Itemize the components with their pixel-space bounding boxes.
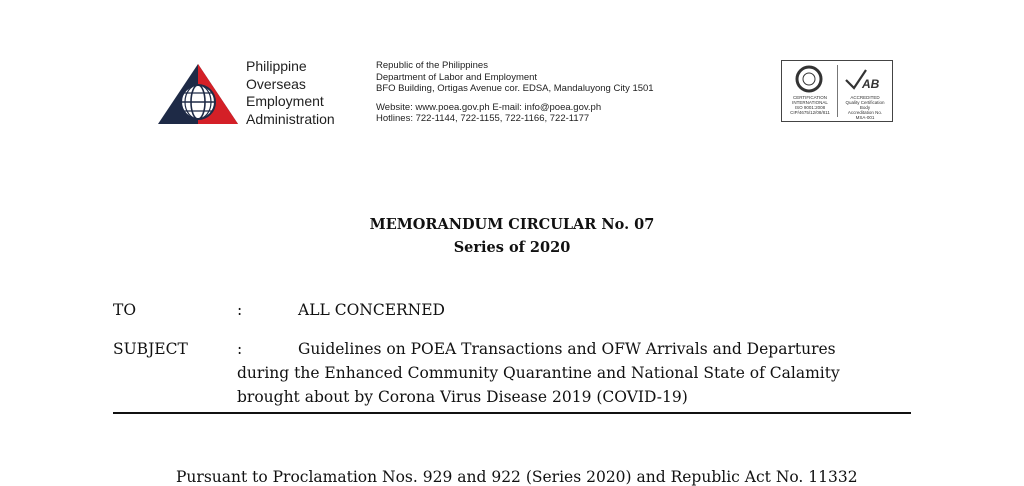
cert-line: Accreditation No.	[847, 110, 883, 115]
contact-line: Hotlines: 722-1144, 722-1155, 722-1166, 722-1177	[376, 113, 590, 124]
cert-line: INTERNATIONAL	[792, 100, 828, 105]
to-value: ALL CONCERNED	[298, 301, 445, 319]
cert-line: MSA-001	[855, 115, 875, 120]
to-colon: :	[237, 301, 243, 319]
horizontal-rule	[113, 412, 911, 414]
to-label: TO	[113, 301, 137, 319]
memo-series: Series of 2020	[453, 239, 571, 256]
contact-line: Website: www.poea.gov.ph E-mail: info@poea.gov.ph	[376, 101, 602, 113]
subject-line: during the Enhanced Community Quarantine and National State of Calamity	[237, 364, 840, 382]
address-line: BFO Building, Ortigas Avenue cor. EDSA, Mandaluyong City 1501	[376, 83, 654, 94]
certification-badge	[781, 60, 893, 122]
cert-line: CERTIFICATION	[792, 95, 828, 100]
poea-logo-icon	[158, 62, 240, 126]
cert-divider	[837, 65, 838, 117]
agency-line: Administration	[246, 110, 335, 127]
subject-label: SUBJECT	[113, 340, 188, 358]
subject-colon: :	[237, 340, 243, 358]
subject-line: Guidelines on POEA Transactions and OFW Arrivals and Departures	[298, 340, 836, 358]
agency-line: Employment	[246, 93, 324, 109]
certification-text	[784, 95, 836, 115]
address-line: Department of Labor and Employment	[376, 71, 538, 83]
agency-name	[246, 58, 335, 128]
certification-seal-icon	[794, 65, 824, 93]
agency-line: Overseas	[246, 75, 306, 92]
accreditation-check-icon	[844, 66, 886, 92]
body-paragraph: Pursuant to Proclamation Nos. 929 and 922 (Series 2020) and Republic Act No. 11332	[176, 468, 858, 486]
cert-line: ISO 9001:2008	[794, 105, 826, 110]
subject-line: brought about by Corona Virus Disease 2019 (COVID-19)	[237, 388, 688, 406]
memo-title: MEMORANDUM CIRCULAR No. 07	[369, 216, 655, 233]
address-line: Republic of the Philippines	[376, 60, 488, 71]
cert-line: CIP/4675/12/08/811	[790, 110, 830, 115]
address-block	[376, 60, 654, 125]
accreditation-mark: AB	[862, 77, 880, 91]
agency-line: Philippine	[246, 58, 307, 74]
cert-line: Quality Certification Body	[845, 100, 885, 110]
accreditation-text	[840, 95, 890, 120]
cert-line: ACCREDITED	[850, 95, 880, 100]
